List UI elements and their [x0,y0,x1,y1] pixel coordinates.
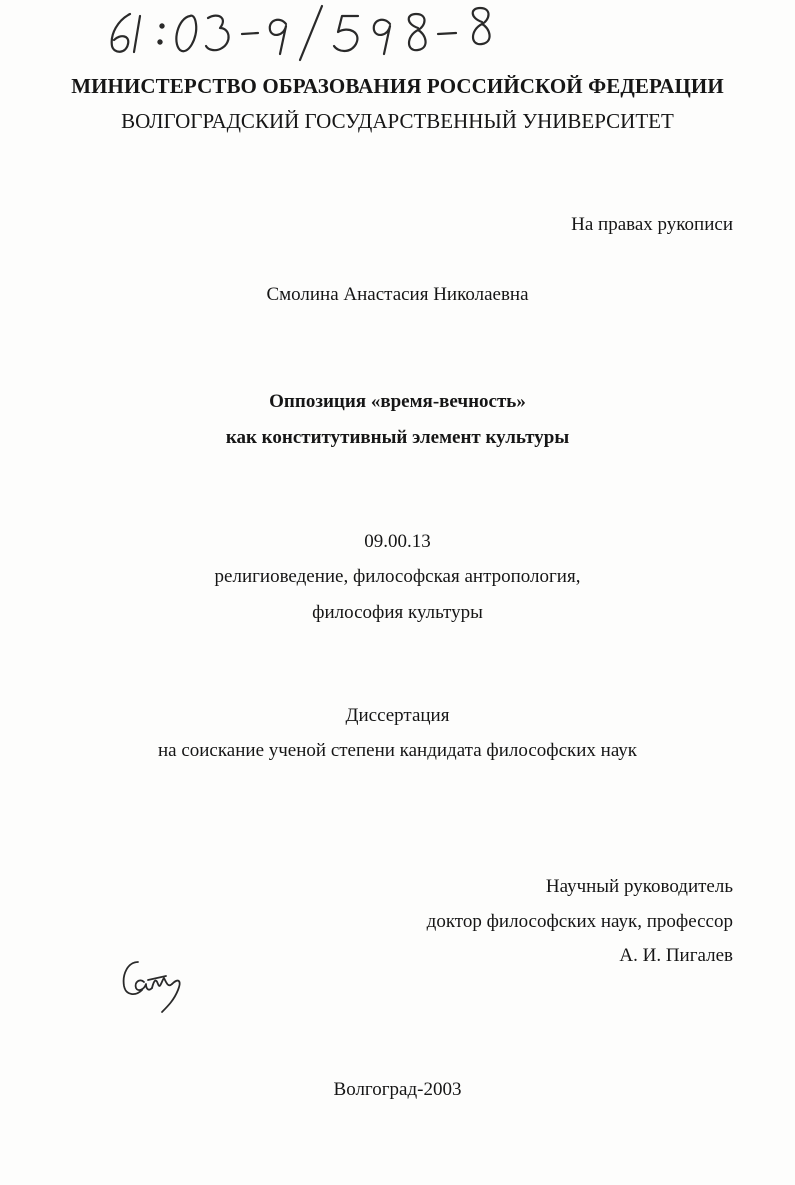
supervisor-name: А. И. Пигалев [619,945,733,966]
specialty-code: 09.00.13 [364,531,431,552]
thesis-title-line1: Оппозиция «время-вечность» [269,391,526,412]
degree-statement: на соискание ученой степени кандидата философских наук [157,740,638,761]
author-name: Смолина Анастасия Николаевна [266,284,529,305]
city-year: Волгоград-2003 [333,1079,462,1100]
supervisor-degree: доктор философских наук, профессор [426,911,733,932]
specialty-name-line1: религиоведение, философская антропология, [214,566,581,587]
specialty-name-line2: философия культуры [312,602,483,623]
university-heading: ВОЛГОГРАДСКИЙ ГОСУДАРСТВЕННЫЙ УНИВЕРСИТЕТ [121,109,674,133]
ministry-heading: МИНИСТЕРСТВО ОБРАЗОВАНИЯ РОССИЙСКОЙ ФЕДЕРАЦИИ [71,74,724,98]
handwritten-archive-code-text: 61:03-9/598-8 [100,62,106,63]
supervisor-role: Научный руководитель [545,876,733,897]
manuscript-note: На правах рукописи [571,214,733,235]
work-type: Диссертация [345,705,450,726]
handwritten-signature-text: Сем [118,1014,120,1015]
handwritten-archive-code [100,2,500,64]
handwritten-signature [118,956,188,1016]
thesis-title-line2: как конститутивный элемент культуры [225,427,570,448]
